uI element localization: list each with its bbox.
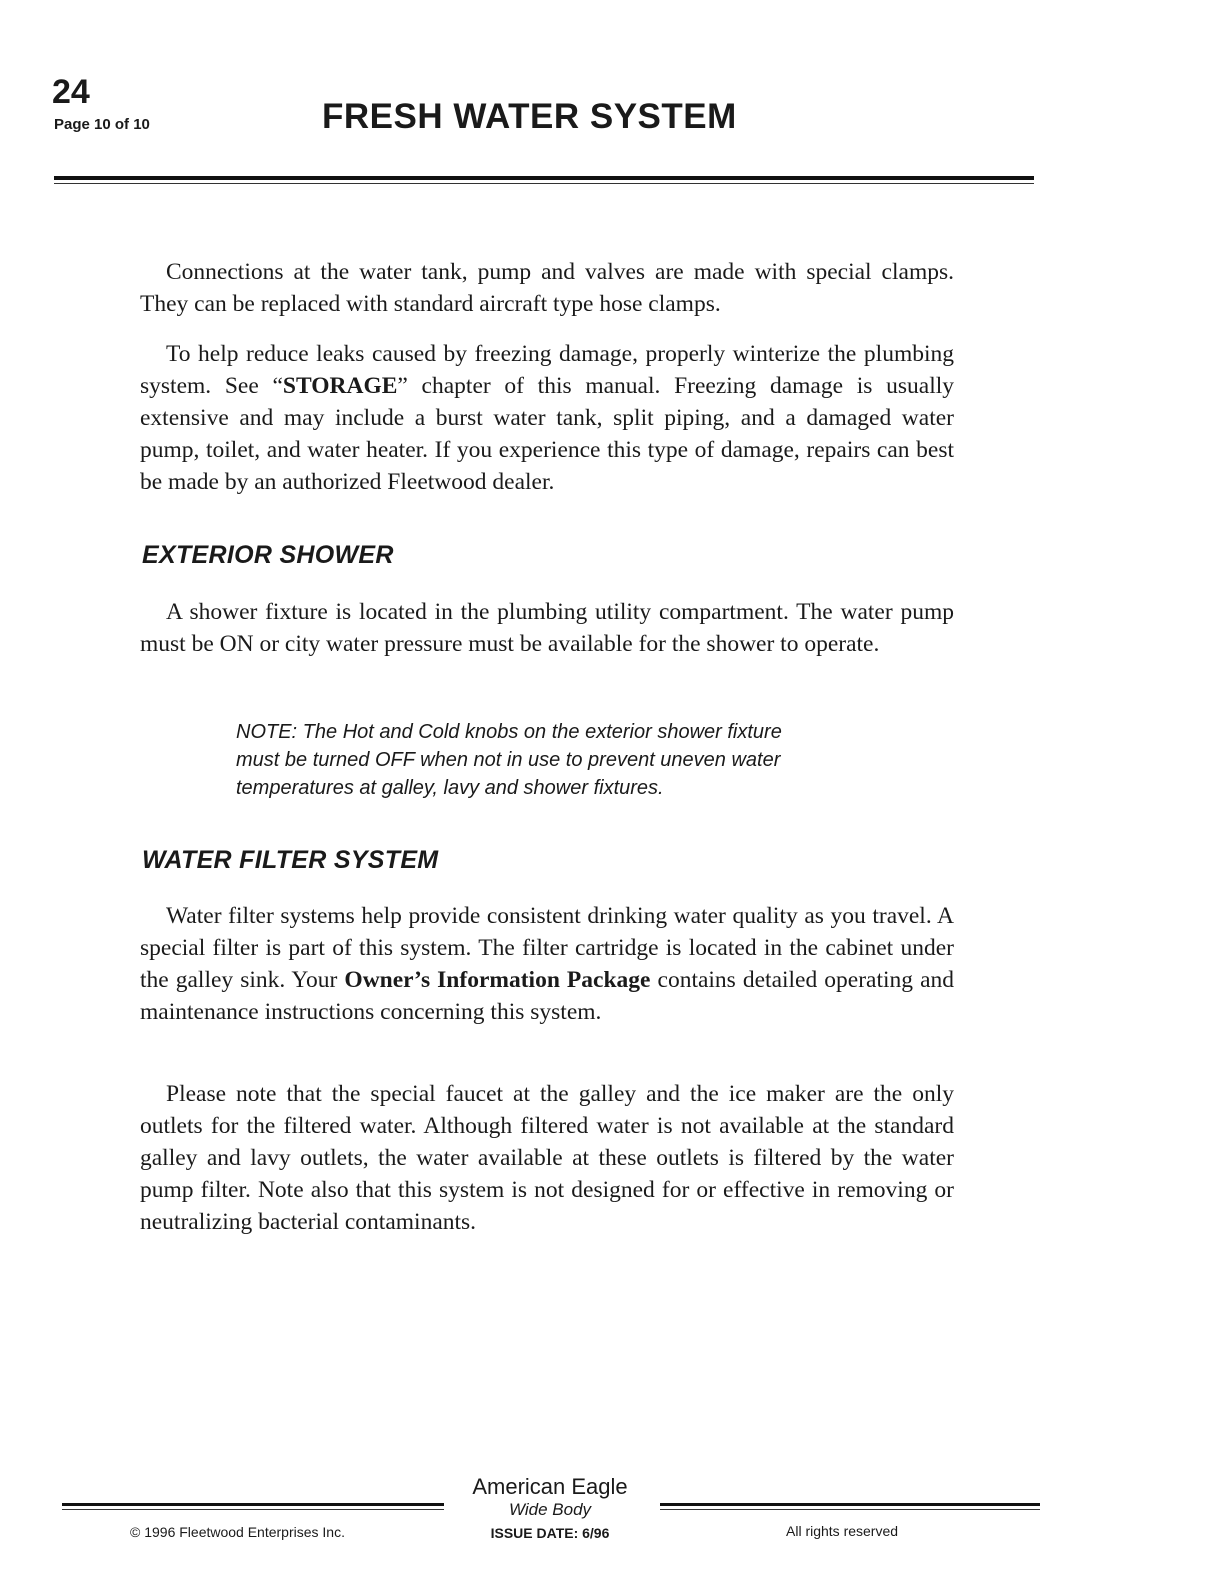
owners-information-package: Owner’s Information Package [344, 967, 651, 993]
water-filter-paragraph-1 [140, 900, 954, 1028]
page-indicator: Page 10 of 10 [54, 116, 150, 133]
water-filter-text-2: Please note that the special faucet at the galley and the ice maker are the only outlets for the filtered water. Although filtered water is not available at the standard galley and lavy outlets, the water available at these outlets is filtered by the water pump filter. Note also that this system is not designed for or effective in removing or neutralizing bacterial contaminants. [140, 1081, 954, 1235]
intro-paragraph-clamps-text: Connections at the water tank, pump and valves are made with special clamps. They can be replaced with standard aircraft type hose clamps. [140, 259, 954, 317]
water-filter-heading: WATER FILTER SYSTEM [142, 846, 439, 874]
note-line-1: NOTE: The Hot and Cold knobs on the exterior shower fixture [236, 721, 782, 743]
exterior-shower-heading: EXTERIOR SHOWER [142, 541, 394, 569]
freezing-text-start: To help reduce leaks caused by freezing damage, properly winterize the plumbing system. See “ [140, 341, 954, 399]
footer-rule-left-thick [62, 1503, 444, 1506]
water-filter-text-end: contains detailed operating and maintenance instructions concerning this system. [140, 967, 954, 1025]
footer-model: Wide Body [508, 1500, 592, 1519]
intro-paragraph-clamps [140, 256, 954, 320]
footer-rule-right-thin [660, 1509, 1040, 1510]
water-filter-paragraph-2 [140, 1078, 954, 1238]
exterior-shower-paragraph [140, 596, 954, 660]
freezing-text-end: ” chapter of this manual. Freezing damage is usually extensive and may include a burst water tank, split piping, and a damaged water pump, toilet, and water heater. If you experience this type of damage, repairs can best be made by an authorized Fleetwood dealer. [140, 373, 955, 495]
footer-rule-left-thin [62, 1509, 444, 1510]
page-number: 24 [52, 73, 90, 111]
storage-chapter-reference: STORAGE [282, 373, 398, 399]
intro-paragraph-freezing [140, 338, 954, 498]
footer-rule-right-thick [660, 1503, 1040, 1506]
footer-brand: American Eagle [472, 1474, 628, 1499]
footer-copyright: © 1996 Fleetwood Enterprises Inc. [130, 1524, 345, 1540]
exterior-shower-text: A shower fixture is located in the plumbing utility compartment. The water pump must be ON or city water pressure must be available for the shower to operate. [140, 599, 954, 657]
water-filter-text-start: Water filter systems help provide consistent drinking water quality as you travel. A special filter is part of this system. The filter cartridge is located in the cabinet under the galley sink. Your [140, 903, 954, 993]
footer-issue-date: ISSUE DATE: 6/96 [490, 1525, 610, 1541]
footer-rights: All rights reserved [786, 1523, 899, 1539]
page-title: FRESH WATER SYSTEM [322, 97, 737, 136]
note-line-3: temperatures at galley, lavy and shower fixtures. [236, 777, 664, 799]
note-line-2: must be turned OFF when not in use to prevent uneven water [236, 749, 781, 771]
header-rule-thick [54, 176, 1034, 180]
header-rule-thin [54, 183, 1034, 184]
exterior-shower-note [236, 718, 876, 802]
